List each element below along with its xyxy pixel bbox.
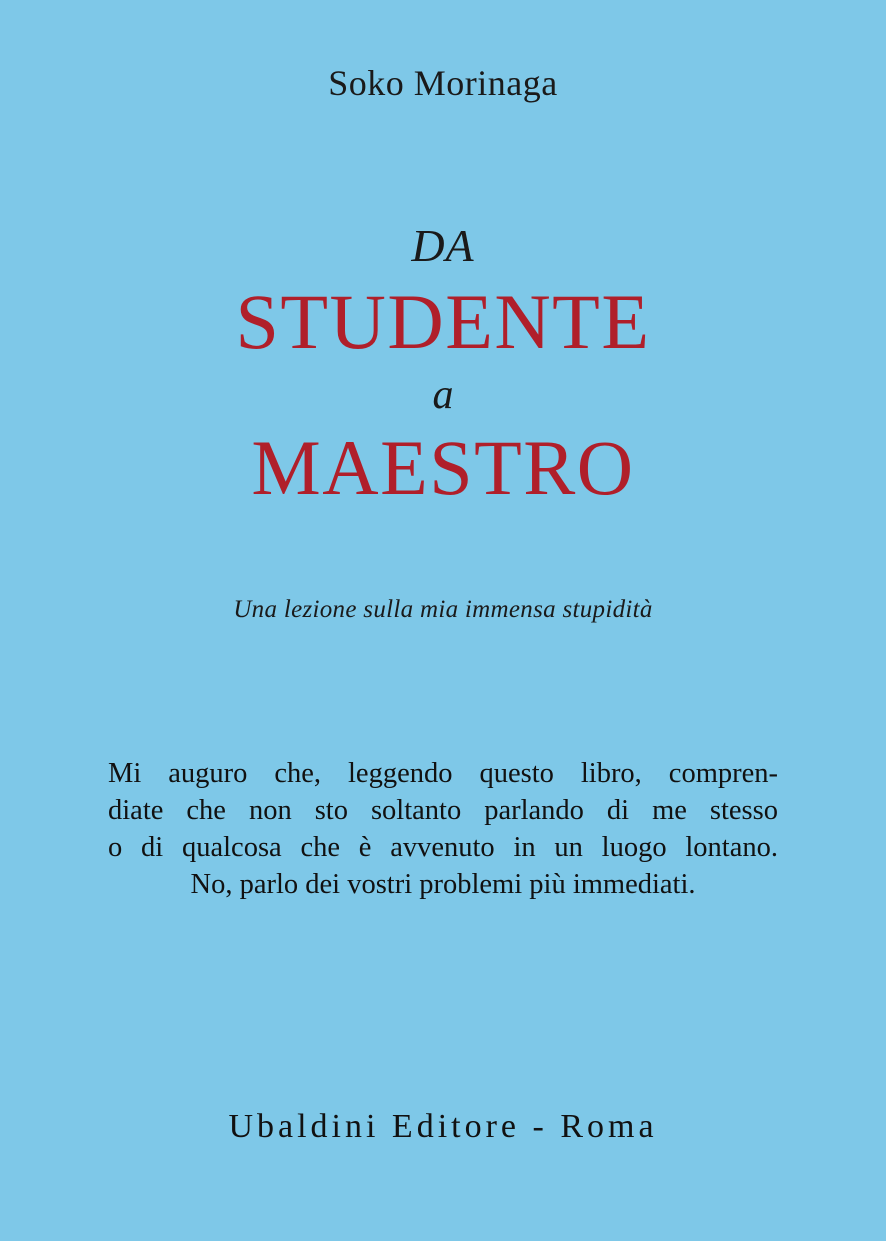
title-word-da: DA xyxy=(411,220,475,271)
author-name: Soko Morinaga xyxy=(328,63,558,103)
blurb-line-2: diate che non sto soltanto parlando di me stesso xyxy=(108,795,778,827)
blurb-line-4: No, parlo dei vostri problemi più immediati. xyxy=(190,869,696,901)
title-word-studente: STUDENTE xyxy=(235,278,651,366)
title-word-maestro: MAESTRO xyxy=(251,423,635,511)
publisher-name: Ubaldini Editore - Roma xyxy=(228,1108,658,1145)
title-block xyxy=(0,222,886,511)
blurb-text xyxy=(108,755,778,903)
blurb-line-3: o di qualcosa che è avvenuto in un luogo lontano. xyxy=(108,832,778,864)
title-word-a: a xyxy=(432,371,454,418)
subtitle: Una lezione sulla mia immensa stupidità xyxy=(233,596,653,623)
blurb-line-1: Mi auguro che, leggendo questo libro, compren- xyxy=(108,758,778,789)
